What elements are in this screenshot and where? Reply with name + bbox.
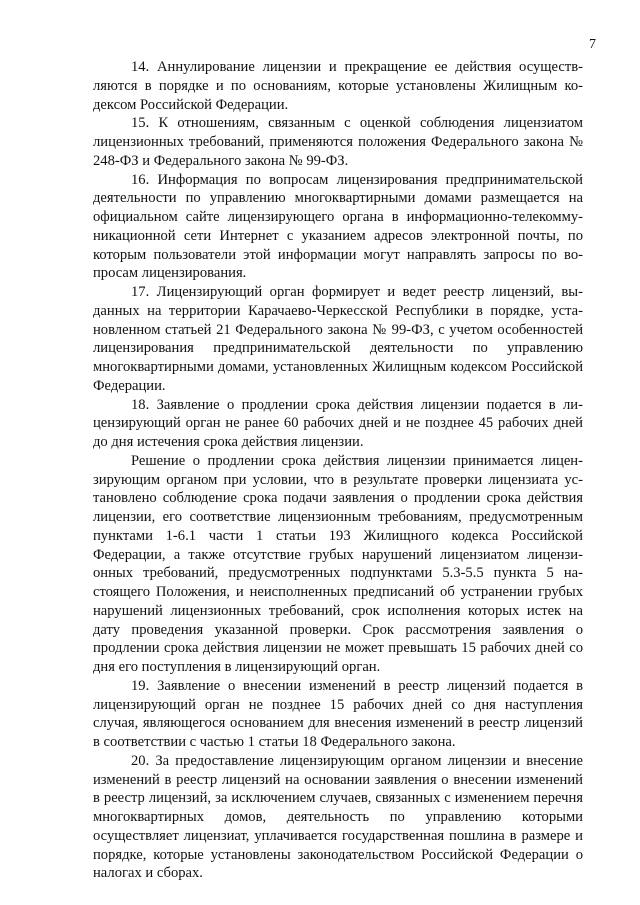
paragraph-14: 14. Аннулирование лицензии и прекращение ее действия осуществляются в порядке и по основаниям, которые установлены Жилищным кодексом Российской Федерации. [93, 59, 583, 113]
page-number: 7 [589, 37, 596, 52]
paragraph-20: 20. За предоставление лицензирующим органом лицензии и внесение изменений в реестр лицензий на основании заявления о внесении изменений в реестр лицензий, за исключением случаев, связанных с изменением перечня многоквартирных домов, деятельность по управлению которыми осуществляет лицензиат, уплачивается государственная пошлина в размере и порядке, которые установлены законодательством Российской Федерации о налогах и сборах. [93, 752, 583, 882]
paragraph-18-decision: Решение о продлении срока действия лицензии принимается лицензирующим органом при условии, что в результате проверки лицензиата установлено соблюдение срока подачи заявления о продлении срока действия лицензии, его соответствие лицензионным требованиям, предусмотренным пунктами 1-6.1 части 1 статьи 193 Жилищного кодекса Российской Федерации, а также отсутствие грубых нарушений лицензиатом лицензионных требований, предусмотренных подпунктами 5.3-5.5 пункта 5 настоящего Положения, и неисполненных предписаний об устранении грубых нарушений лицензионных требований, срок исполнения которых истек на дату проведения указанной проверки. Срок рассмотрения заявления о продлении срока действия лицензии не может превышать 15 рабочих дней со дня его поступления в лицензирующий орган. [93, 452, 583, 675]
paragraph-19: 19. Заявление о внесении изменений в реестр лицензий подается в лицензирующий орган не позднее 15 рабочих дней со дня наступления случая, являющегося основанием для внесения изменений в реестр лицензий в соответствии с частью 1 статьи 18 Федерального закона. [93, 677, 583, 750]
paragraph-17: 17. Лицензирующий орган формирует и ведет реестр лицензий, выданных на территории Карачаево-Черкесской Республики в порядке, установленном статьей 21 Федерального закона № 99-ФЗ, с учетом особенностей лицензирования предпринимательской деятельности по управлению многоквартирными домами, установленных Жилищным кодексом Российской Федерации. [93, 284, 583, 394]
document-body [93, 58, 583, 883]
paragraph-16: 16. Информация по вопросам лицензирования предпринимательской деятельности по управлению многоквартирными домами размещается на официальном сайте лицензирующего органа в информационно-телекоммуникационной сети Интернет с указанием адресов электронной почты, по которым пользователи этой информации могут направлять запросы по вопросам лицензирования. [93, 171, 583, 282]
paragraph-18: 18. Заявление о продлении срока действия лицензии подается в лицензирующий орган не ранее 60 рабочих дней и не позднее 45 рабочих дней до дня истечения срока действия лицензии. [93, 396, 583, 450]
paragraph-15: 15. К отношениям, связанным с оценкой соблюдения лицензиатом лицензионных требований, применяются положения Федерального закона № 248-ФЗ и Федерального закона № 99-ФЗ. [93, 115, 583, 169]
